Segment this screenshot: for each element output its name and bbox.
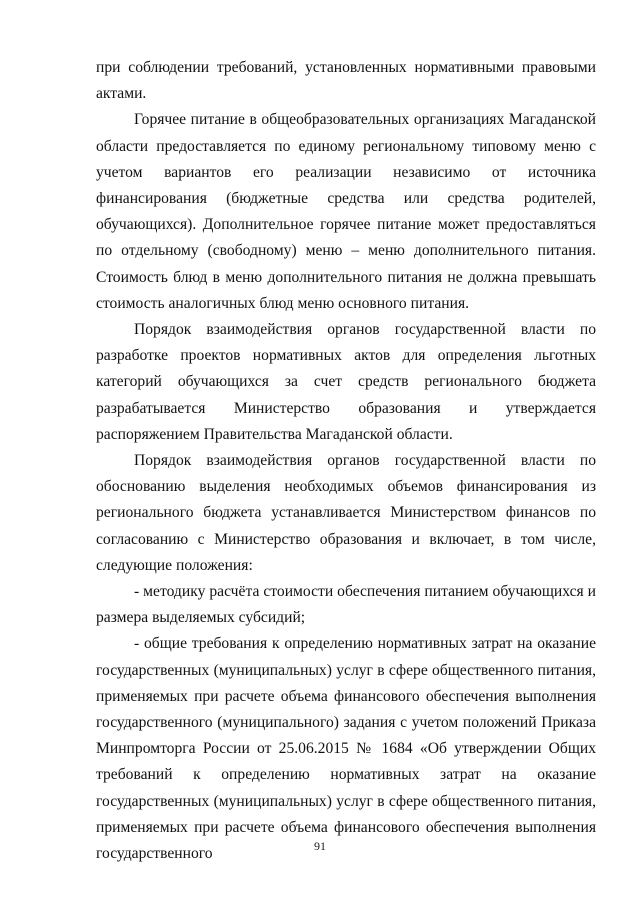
body-text: [96, 55, 596, 867]
list-item-normative-costs: - общие требования к определению нормативных затрат на оказание государственных (муниципальных) услуг в сфере общественного питания, применяемых при расчете объема финансового обеспечения выполнения государственного (муниципального) задания с учетом положений Приказа Минпромторга России от 25.06.2015 № 1684 «Об утверждении Общих требований к определению нормативных затрат на оказание государственных (муниципальных) услуг в сфере общественного питания, применяемых при расчете объема финансового обеспечения выполнения государственного: [96, 635, 596, 863]
paragraph-hot-meals: Горячее питание в общеобразовательных организациях Магаданской области предоставляется по единому региональному типовому меню с учетом вариантов его реализации независимо от источника финансирования (бюджетные средства или средства родителей, обучающихся). Дополнительное горячее питание может предоставляться по отдельному (свободному) меню – меню дополнительного питания. Стоимость блюд в меню дополнительного питания не должна превышать стоимость аналогичных блюд меню основного питания.: [96, 111, 596, 312]
page-number: 91: [314, 839, 326, 853]
paragraph-benefit-categories: Порядок взаимодействия органов государственной власти по разработке проектов нормативных актов для определения льготных категорий обучающихся за счет средств регионального бюджета разрабатывается Министерство образования и утверждается распоряжением Правительства Магаданской области.: [96, 321, 596, 443]
paragraph-continuation: при соблюдении требований, установленных нормативными правовыми актами.: [96, 59, 596, 103]
list-item-cost-method: - методику расчёта стоимости обеспечения питанием обучающихся и размера выделяемых субсидий;: [96, 583, 596, 627]
paragraph-financing-procedure: Порядок взаимодействия органов государственной власти по обоснованию выделения необходимых объемов финансирования из регионального бюджета устанавливается Министерством финансов по согласованию с Министерство образования и включает, в том числе, следующие положения:: [96, 452, 596, 574]
